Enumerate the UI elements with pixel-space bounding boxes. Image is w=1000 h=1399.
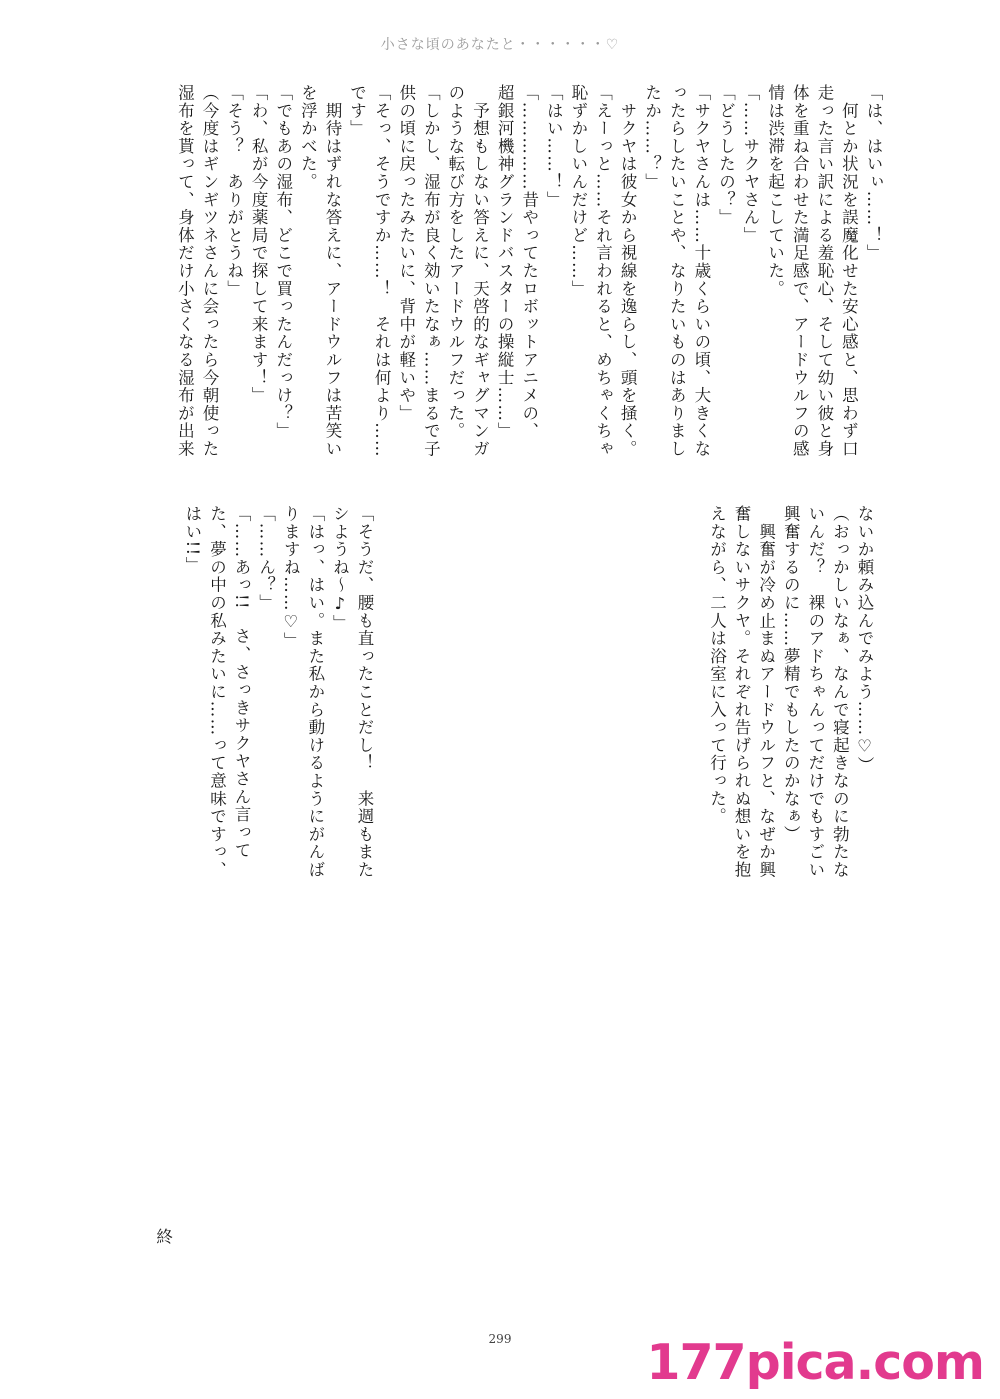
text-line: 供の頃に戻ったみたいに、背中が軽いや」 xyxy=(396,84,416,423)
text-line: 何とか状況を誤魔化せた安心感と、思わず口 xyxy=(839,84,859,458)
text-line: 湿布を貰って、身体だけ小さくなる湿布が出来 xyxy=(175,84,195,458)
text-line: ったらしたいことや、なりたいものはありまし xyxy=(667,84,687,458)
text-line: （今度はギンギツネさんに会ったら今朝使った xyxy=(199,84,219,458)
text-line: 恥ずかしいんだけど……」 xyxy=(568,84,588,298)
text-line: 「……ん？」 xyxy=(256,505,276,612)
text-line: 「……サクヤさん」 xyxy=(741,84,761,245)
text-line: 「サクヤさんは……十歳くらいの頃、大きくな xyxy=(691,84,711,458)
text-line: 「えーっと……それ言われると、めちゃくちゃ xyxy=(593,84,613,458)
page-number: 299 xyxy=(488,1332,512,1346)
running-header-title: 小さな頃のあなたと・・・・・・♡ xyxy=(380,37,620,53)
text-line: サクヤは彼女から視線を逸らし、頭を掻く。 xyxy=(618,84,638,458)
watermark-logo: 177pica.com xyxy=(646,1334,984,1391)
text-line: いんだ？ 裸のアドちゃんってだけでもすごい xyxy=(805,505,825,879)
text-line: 予想もしない答えに、天啓的なギャグマンガ xyxy=(470,84,490,458)
text-line: です」 xyxy=(347,84,367,138)
text-line: 情は渋滞を起こしていた。 xyxy=(765,84,785,298)
upper-text-block xyxy=(172,84,885,458)
text-line: 「わ、私が今度薬局で探して来ます！」 xyxy=(249,84,269,405)
text-line: 「どうしたの？」 xyxy=(716,84,736,227)
text-line: 興奮が冷め止まぬアードウルフと、なぜか興 xyxy=(756,505,776,879)
text-line: 「は、はいぃ……！」 xyxy=(864,84,883,262)
text-line: 走った言い訳による羞恥心、そして幼い彼と身 xyxy=(814,84,834,458)
text-line: シようね〜♪」 xyxy=(330,505,350,633)
text-line: 「そう？ ありがとうね」 xyxy=(224,84,244,298)
text-line: 奮しないサクヤ。それぞれ告げられぬ想いを抱 xyxy=(732,505,752,879)
text-line: のような転び方をしたアードウルフだった。 xyxy=(445,84,465,440)
text-line: 超銀河機神グランドバスターの操縦士……」 xyxy=(495,84,515,440)
text-line: を浮かべた。 xyxy=(298,84,318,191)
text-line: 体を重ね合わせた満足感で、アードウルフの感 xyxy=(790,84,810,458)
text-line: 「でもあの湿布、どこで買ったんだっけ？」 xyxy=(273,84,293,440)
text-line: 「しかし、湿布が良く効いたなぁ……まるで子 xyxy=(421,84,441,458)
end-mark: 終 xyxy=(153,1228,173,1246)
text-line: たか……？」 xyxy=(642,84,662,191)
lower-right-text-block xyxy=(704,505,876,879)
text-line: 「そうだ、腰も直ったことだし！ 来週もまた xyxy=(355,505,374,879)
text-line: 「はい……！」 xyxy=(544,84,564,209)
text-line: （おっかしいなぁ、なんで寝起きなのに勃たな xyxy=(830,505,850,879)
lower-left-text-block xyxy=(179,505,376,879)
text-line: えながら、二人は浴室に入って行った。 xyxy=(707,505,727,826)
text-line: ないか頼み込んでみよう……♡） xyxy=(855,505,874,775)
text-line: はい!!」 xyxy=(182,505,202,575)
text-line: 「そっ、そうですか……！ それは何より…… xyxy=(372,84,392,458)
text-line: 興奮するのに……夢精でもしたのかなぁ） xyxy=(781,505,801,844)
text-line: りますね……♡」 xyxy=(281,505,301,650)
text-line: 「……………昔やってたロボットアニメの、 xyxy=(519,84,539,440)
text-line: 「……あっ!! さ、さっきサクヤさん言って xyxy=(232,505,252,860)
text-line: 期待はずれな答えに、アードウルフは苦笑い xyxy=(322,84,342,458)
text-line: た、夢の中の私みたいに……って意味ですっ、 xyxy=(207,505,227,879)
text-line: 「はっ、はい。また私から動けるようにがんば xyxy=(305,505,325,879)
